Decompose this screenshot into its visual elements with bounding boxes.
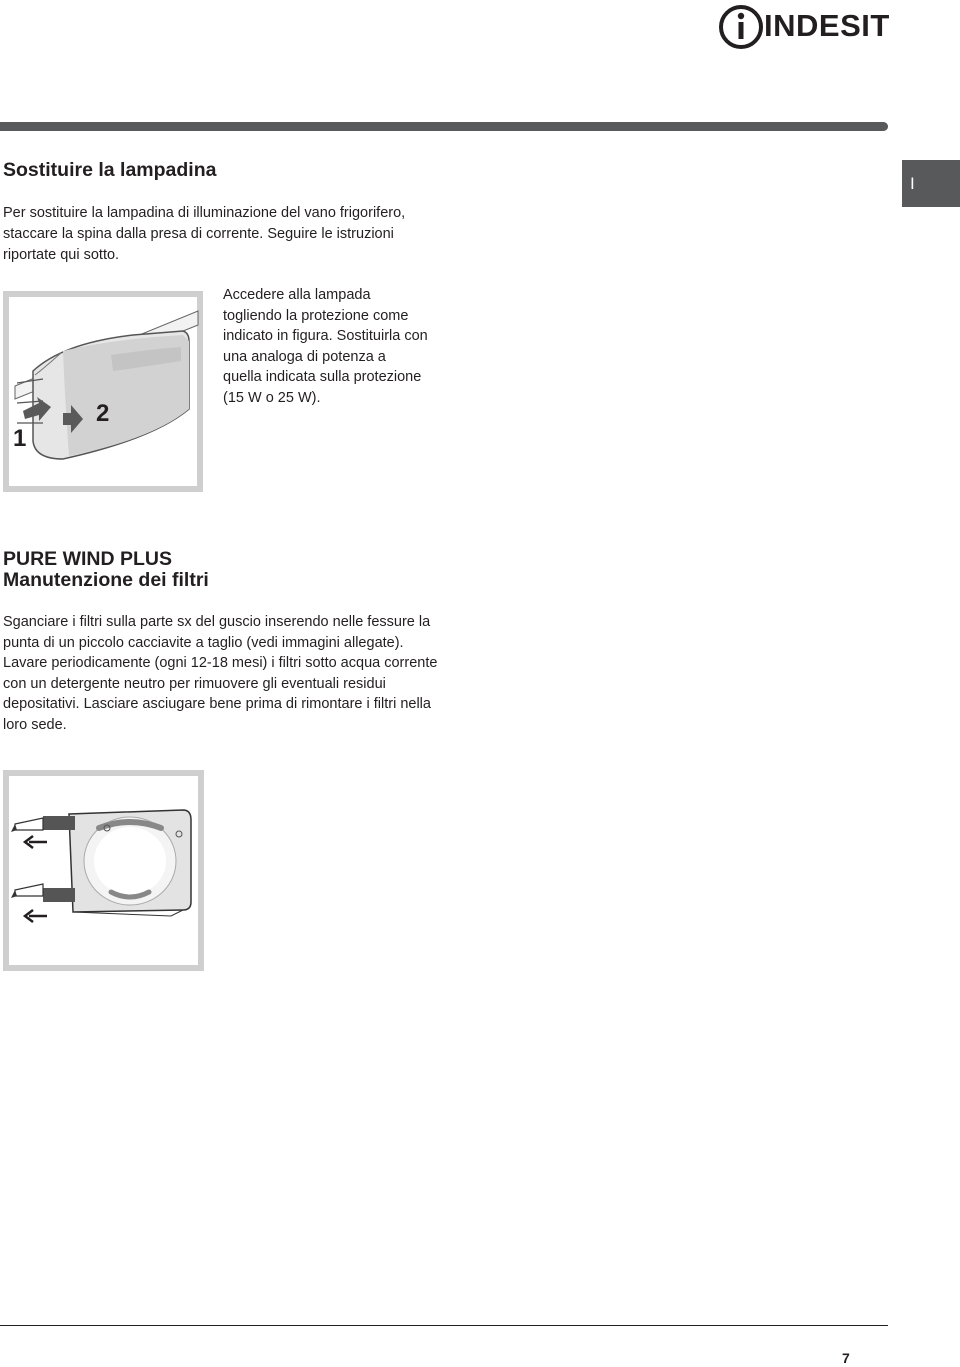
section-title-lamp: Sostituire la lampadina bbox=[3, 159, 217, 181]
filters-unhook-text: Sganciare i filtri sulla parte sx del guscio inserendo nelle fessure la punta di un piccolo cacciavite a taglio (vedi immagini allegate). bbox=[3, 614, 431, 651]
filters-title-maintenance: Manutenzione dei filtri bbox=[3, 569, 209, 591]
indesit-logo-icon bbox=[718, 2, 764, 50]
header-rule bbox=[0, 122, 888, 131]
filter-housing-figure bbox=[3, 770, 204, 971]
filters-wash-text: Lavare periodicamente (ogni 12-18 mesi) i filtri sotto acqua corrente con un detergente neutro per rimuovere gli eventuali residui depositativi. Lasciare asciugare bene prima di rimontare i filtri nella loro sede. bbox=[3, 655, 438, 733]
page-number: 7 bbox=[842, 1350, 850, 1366]
section-title-filters bbox=[3, 549, 209, 591]
figure-label-1: 1 bbox=[13, 425, 27, 452]
lamp-intro-text: Per sostituire la lampadina di illuminazione del vano frigorifero, staccare la spina dalla presa di corrente. Seguire le istruzioni riportate qui sotto. bbox=[3, 205, 406, 263]
lamp-instructions-text: Accedere alla lampada togliendo la protezione come indicato in figura. Sostituirla con una analoga di potenza a quella indicata sulla protezione (15 W o 25 W). bbox=[223, 287, 428, 406]
filters-body-text bbox=[3, 612, 443, 735]
footer-rule bbox=[0, 1325, 888, 1326]
lamp-cover-figure bbox=[3, 291, 203, 492]
figure-label-2: 2 bbox=[96, 400, 110, 427]
brand-name: INDESIT bbox=[764, 8, 890, 43]
filters-title-product: PURE WIND PLUS bbox=[3, 548, 173, 570]
language-tab: I bbox=[902, 160, 960, 207]
